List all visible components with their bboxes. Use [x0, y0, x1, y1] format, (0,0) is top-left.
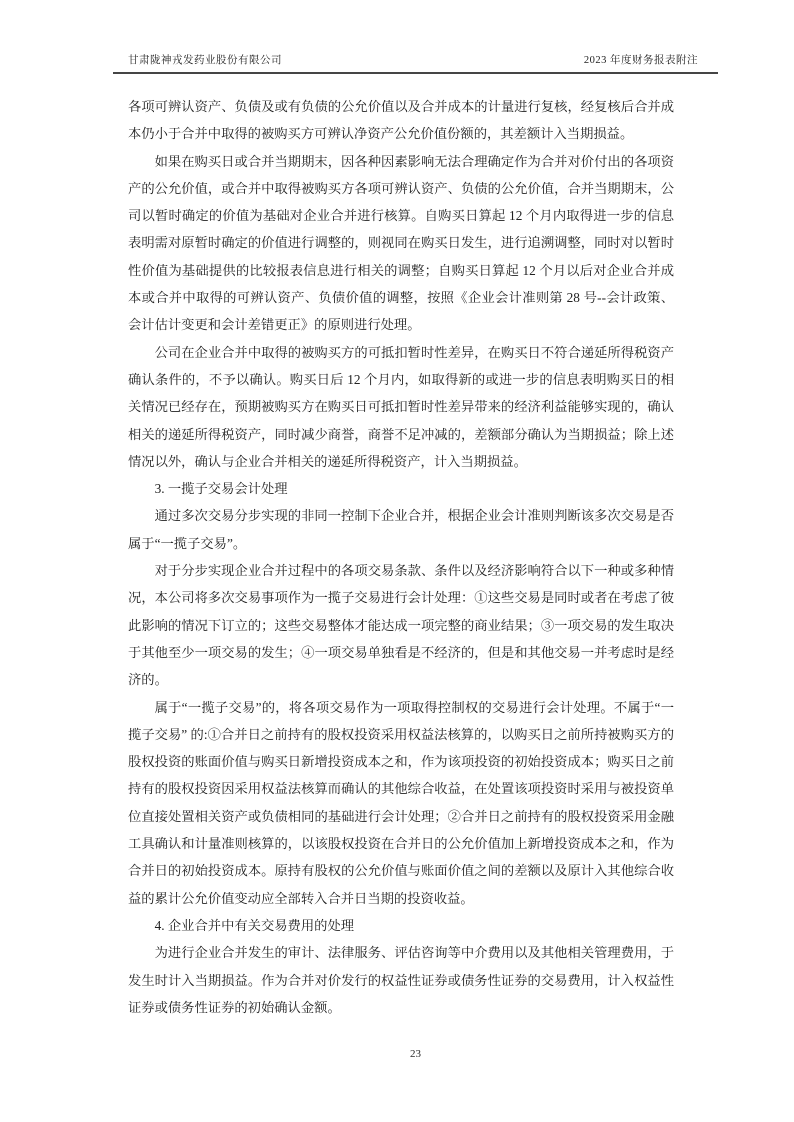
page-header [113, 52, 718, 74]
body-paragraph: 对于分步实现企业合并过程中的各项交易条款、条件以及经济影响符合以下一种或多种情况，本公司将多次交易事项作为一揽子交易进行会计处理：①这些交易是同时或者在考虑了彼此影响的情况下订立的；这些交易整体才能达成一项完整的商业结果；③一项交易的发生取决于其他至少一项交易的发生；④一项交易单独看是不经济的，但是和其他交易一并考虑时是经济的。 [128, 563, 674, 688]
body-paragraph: 为进行企业合并发生的审计、法律服务、评估咨询等中介费用以及其他相关管理费用，于发生时计入当期损益。作为合并对价发行的权益性证券或债务性证券的交易费用，计入权益性证券或债务性证券的初始确认金额。 [128, 945, 674, 1015]
report-title: 2023 年度财务报表附注 [583, 55, 698, 66]
document-body [128, 93, 674, 1021]
section-heading: 3. 一揽子交易会计处理 [154, 481, 288, 497]
page-number: 23 [410, 1048, 421, 1060]
body-paragraph: 属于“一揽子交易”的，将各项交易作为一项取得控制权的交易进行会计处理。不属于“一揽子交易” 的:①合并日之前持有的股权投资采用权益法核算的，以购买日之前所持被购买方的股权投资的账面价值与购买日新增投资成本之和，作为该项投资的初始投资成本；购买日之前持有的股权投资因采用权益法核算而确认的其他综合收益，在处置该项投资时采用与被投资单位直接处置相关资产或负债相同的基础进行会计处理；②合并日之前持有的股权投资采用金融工具确认和计量准则核算的，以该股权投资在合并日的公允价值加上新增投资成本之和，作为合并日的初始投资成本。原持有股权的公允价值与账面价值之间的差额以及原计入其他综合收益的累计公允价值变动应全部转入合并日当期的投资收益。 [128, 699, 674, 906]
page-footer [113, 1048, 718, 1060]
body-paragraph: 公司在企业合并中取得的被购买方的可抵扣暂时性差异，在购买日不符合递延所得税资产确认条件的，不予以确认。购买日后 12 个月内，如取得新的或进一步的信息表明购买日的相关情况已经存在，预期被购买方在购买日可抵扣暂时性差异带来的经济利益能够实现的，确认相关的递延所得税资产，同时减少商誉，商誉不足冲减的，差额部分确认为当期损益；除上述情况以外，确认与企业合并相关的递延所得税资产，计入当期损益。 [128, 344, 674, 469]
body-paragraph: 如果在购买日或合并当期期末，因各种因素影响无法合理确定作为合并对价付出的各项资产的公允价值，或合并中取得被购买方各项可辨认资产、负债的公允价值，合并当期期末，公司以暂时确定的价值为基础对企业合并进行核算。自购买日算起 12 个月内取得进一步的信息表明需对原暂时确定的价值进行调整的，则视同在购买日发生，进行追溯调整，同时对以暂时性价值为基础提供的比较报表信息进行相关的调整；自购买日算起 12 个月以后对企业合并成本或合并中取得的可辨认资产、负债价值的调整，按照《企业会计准则第 28 号--会计政策、会计估计变更和会计差错更正》的原则进行处理。 [128, 153, 674, 333]
body-paragraph: 通过多次交易分步实现的非同一控制下企业合并，根据企业会计准则判断该多次交易是否属于“一揽子交易”。 [128, 508, 674, 551]
body-paragraph: 各项可辨认资产、负债及或有负债的公允价值以及合并成本的计量进行复核，经复核后合并成本仍小于合并中取得的被购买方可辨认净资产公允价值份额的，其差额计入当期损益。 [128, 99, 674, 142]
section-heading: 4. 企业合并中有关交易费用的处理 [154, 917, 355, 933]
company-name: 甘肃陇神戎发药业股份有限公司 [128, 55, 282, 66]
